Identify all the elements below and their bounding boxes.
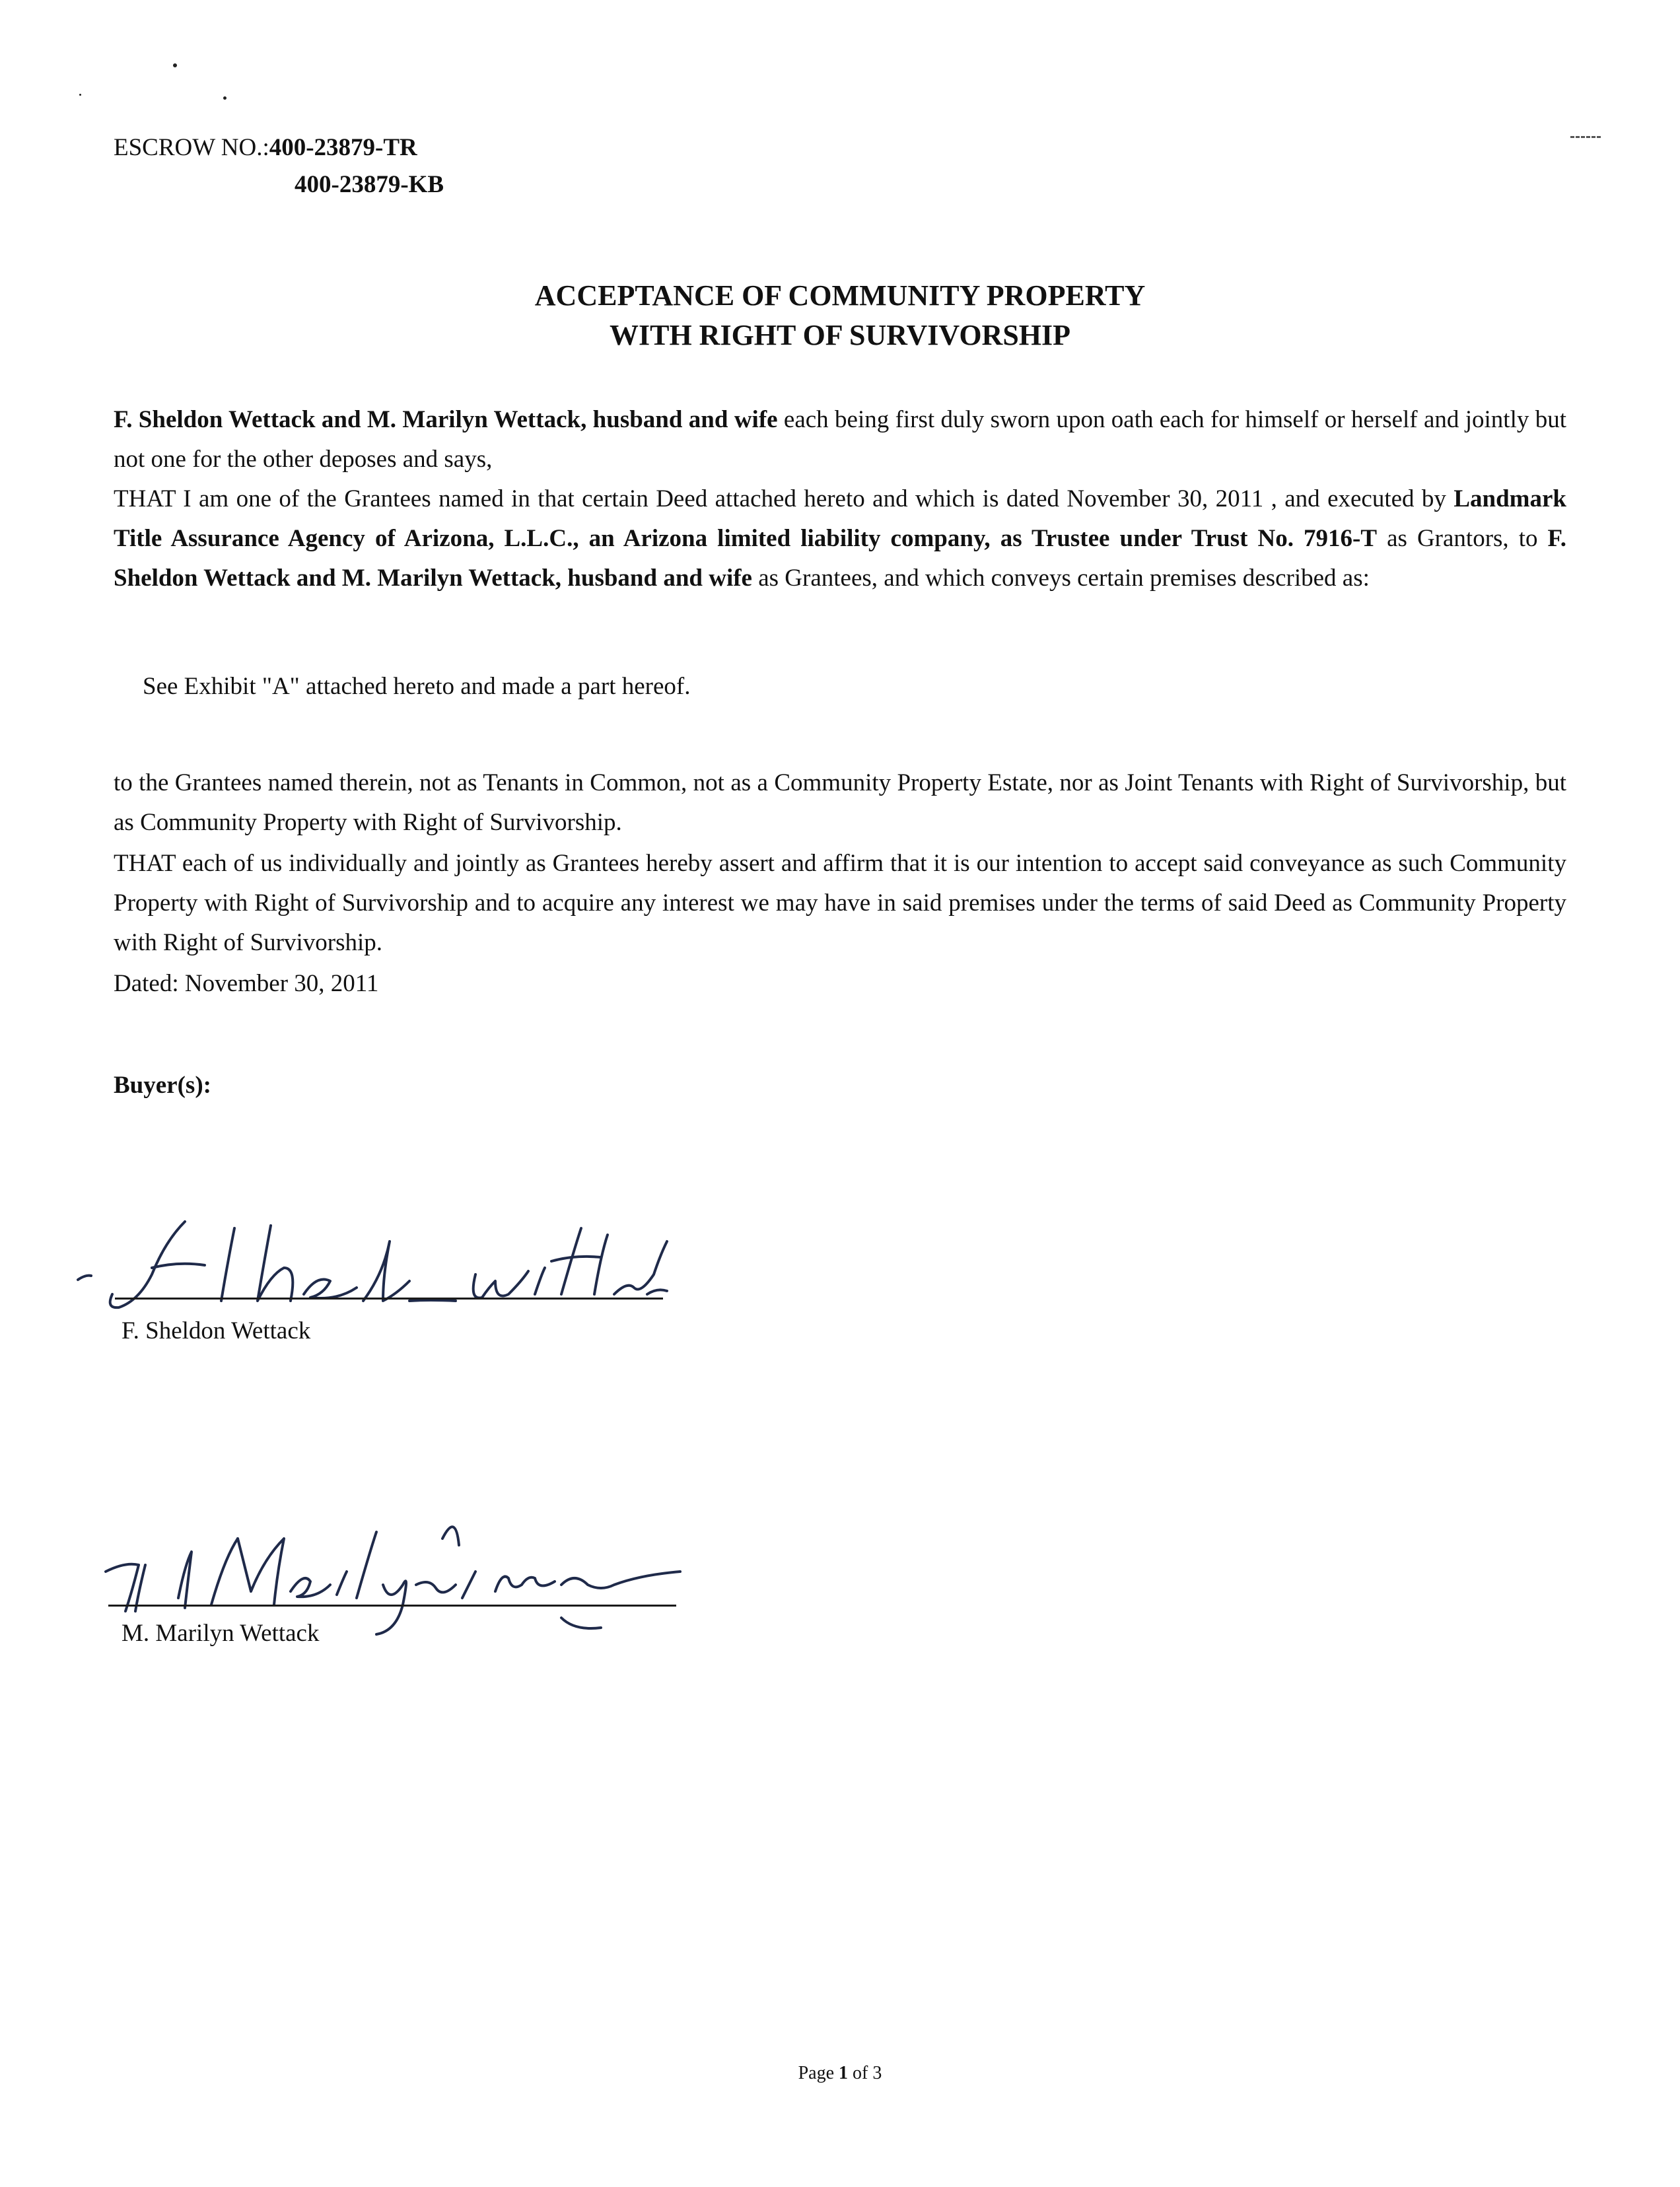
- grantee-names: F. Sheldon Wettack and M. Marilyn Wettack, husband and wife: [114, 525, 1566, 592]
- signer-name-2: M. Marilyn Wettack: [122, 1620, 320, 1647]
- scan-mark: [1570, 136, 1601, 140]
- scan-speck: [79, 94, 81, 96]
- oath-text: each being first duly sworn upon oath each for himself or herself and jointly but not one for the other deposes and says,: [114, 406, 1566, 473]
- escrow-block: [114, 128, 417, 168]
- page-word: Page: [798, 2063, 839, 2083]
- page-footer: [0, 2060, 1680, 2087]
- title-line-1: ACCEPTANCE OF COMMUNITY PROPERTY: [534, 279, 1146, 312]
- title-line-2: WITH RIGHT OF SURVIVORSHIP: [609, 319, 1071, 351]
- exhibit-reference: See Exhibit "A" attached hereto and made a part hereof.: [143, 673, 691, 700]
- document-title: [0, 276, 1680, 355]
- grantee-paragraph: [114, 479, 1566, 598]
- grantee-text-2: as Grantors, to: [1377, 525, 1548, 552]
- signature-sheldon-wettack: [73, 1202, 680, 1321]
- escrow-number-2: 400-23879-KB: [295, 171, 444, 198]
- of-word: of: [848, 2063, 873, 2083]
- scan-speck: [173, 63, 177, 67]
- dated-line: Dated: November 30, 2011: [114, 970, 379, 997]
- signer-name-1: F. Sheldon Wettack: [122, 1317, 311, 1344]
- page-number: 1: [839, 2063, 849, 2083]
- parties-names: F. Sheldon Wettack and M. Marilyn Wettack, husband and wife: [114, 406, 778, 433]
- grantee-text-3: as Grantees, and which conveys certain premises described as:: [752, 565, 1370, 592]
- escrow-number-1: 400-23879-TR: [269, 134, 417, 161]
- scan-speck: [223, 96, 227, 100]
- signature-line-1: [115, 1298, 663, 1300]
- grantee-text-1: THAT I am one of the Grantees named in that certain Deed attached hereto and which is dated November 30, 2011 , and executed by: [114, 485, 1454, 512]
- buyers-label: Buyer(s):: [114, 1072, 211, 1099]
- intention-paragraph: THAT each of us individually and jointly as Grantees hereby assert and affirm that it is our intention to accept said conveyance as such Community Property with Right of Survivorship and to acquire any interest we may have in said premises under the terms of said Deed as Community Property with Right of Survivorship.: [114, 850, 1566, 956]
- oath-paragraph: [114, 400, 1566, 479]
- signature-line-2: [108, 1605, 676, 1607]
- page-total: 3: [872, 2063, 882, 2083]
- escrow-label: ESCROW NO.:: [114, 134, 269, 161]
- grantor-name: Landmark Title Assurance Agency of Arizona, L.L.C., an Arizona limited liability company, as Trustee under Trust No. 7916-T: [114, 485, 1566, 552]
- tenancy-paragraph: to the Grantees named therein, not as Tenants in Common, not as a Community Property Estate, nor as Joint Tenants with Right of Survivorship, but as Community Property with Right of Survivorship.: [114, 769, 1566, 836]
